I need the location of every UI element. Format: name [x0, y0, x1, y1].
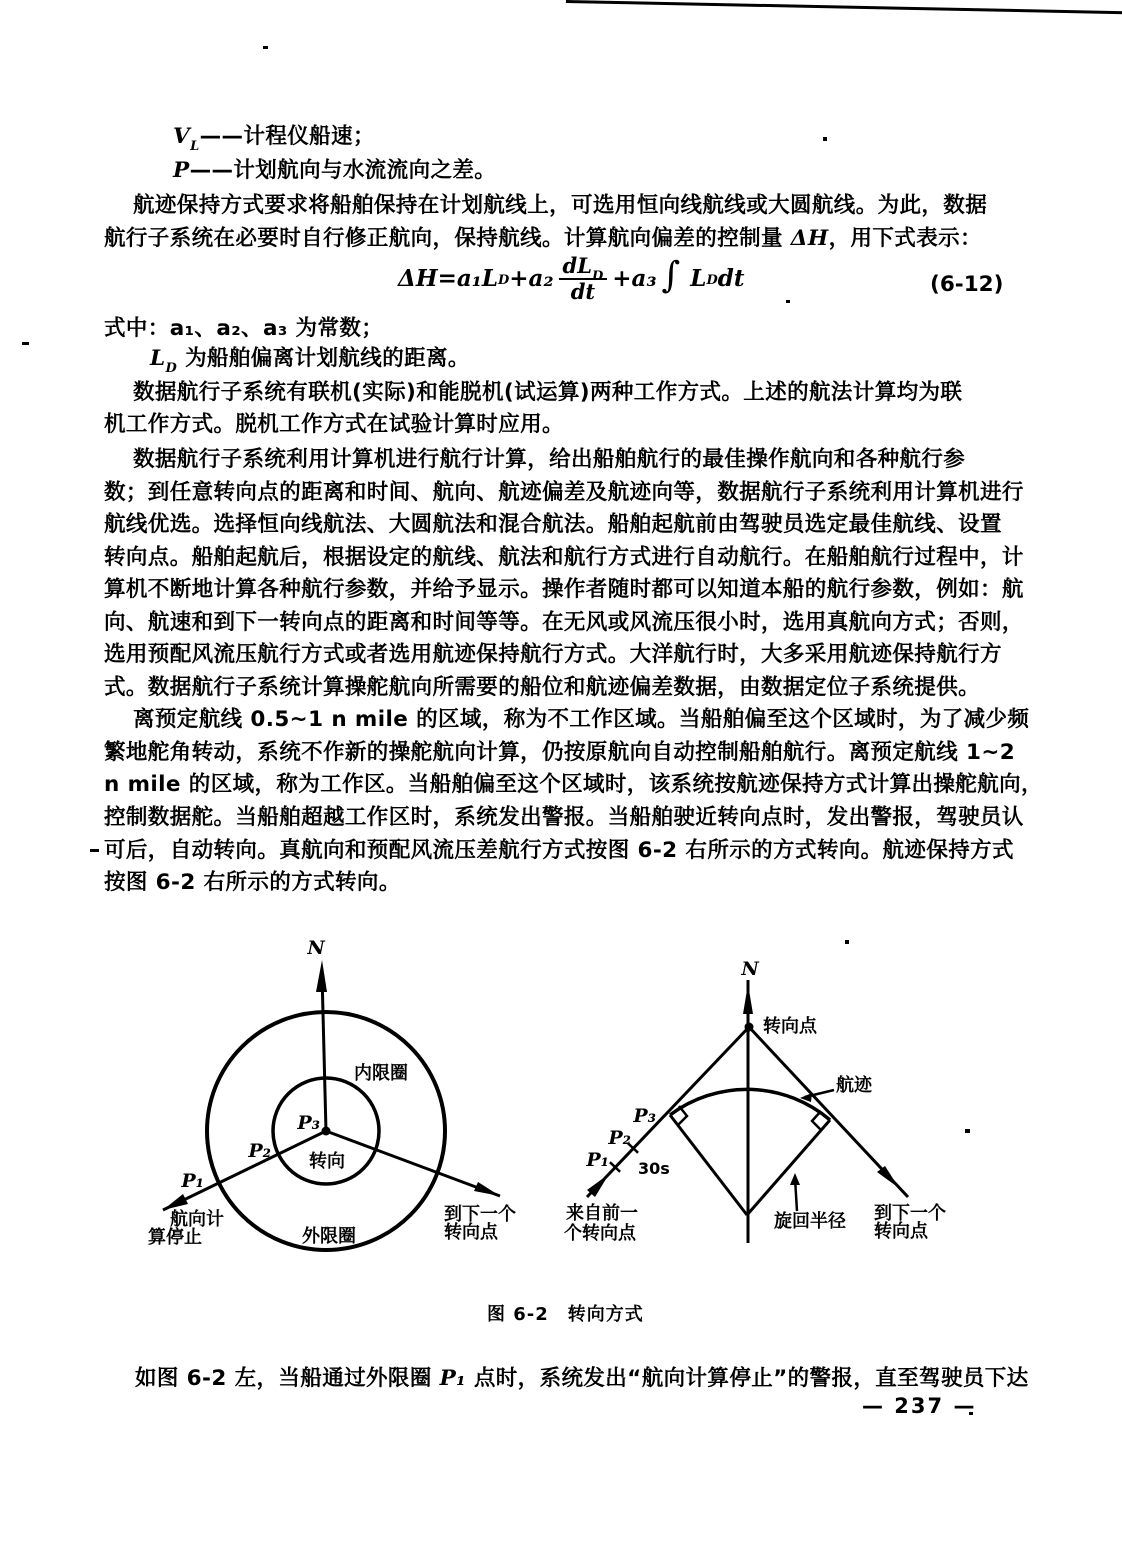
course-stop-label-line2: 算停止: [148, 1227, 202, 1248]
turn-point-label: 转向点: [763, 1016, 817, 1037]
point-p3-label: P₃: [297, 1112, 320, 1134]
figure-caption: 图 6-2 转向方式: [487, 1304, 644, 1325]
next-waypoint-label-line2: 转向点: [874, 1221, 928, 1242]
var-p: P: [173, 158, 190, 183]
scan-speck: [90, 849, 99, 852]
inner-limit-label: 内限圈: [354, 1063, 408, 1084]
turn-radius-left: [670, 1115, 747, 1215]
scan-speck: [786, 300, 790, 303]
var-vl: V: [173, 124, 191, 149]
equation-term-5: dt: [717, 265, 745, 293]
next-waypoint-label-line2: 转向点: [444, 1222, 498, 1243]
page-number: — 237 —: [862, 1394, 977, 1418]
turning-track-arc: [670, 1089, 830, 1120]
outer-limit-label: 外限圈: [302, 1226, 356, 1247]
point-p2-label: P₂: [248, 1140, 271, 1162]
turn-radius-label: 旋回半径: [774, 1211, 846, 1232]
point-p3-label: P₃: [633, 1105, 656, 1127]
paragraph-1-line-2-text: 航行子系统在必要时自行修正航向，保持航线。计算航向偏差的控制量: [104, 226, 791, 251]
var-ld: L: [150, 346, 166, 371]
north-line: [322, 974, 326, 1131]
right-angle-mark-p4: [812, 1111, 821, 1130]
from-waypoint-label-line1: 来自前一: [566, 1203, 638, 1224]
scan-speck: [965, 1129, 970, 1133]
paragraph-3-line-6: 向、航速和到下一转向点的距离和时间等等。在无风或风流压很小时，选用真航向方式；否则，: [104, 610, 1024, 635]
paragraph-4-line-4: 控制数据舵。当船舶超越工作区时，系统发出警报。当船舶驶近转向点时，发出警报，驾驶员认: [104, 805, 1024, 830]
closing-text-pre: 如图 6-2 左，当船通过外限圈: [135, 1366, 440, 1391]
equation-term-2: +a₂: [509, 265, 554, 293]
definition-vl-text: ——计程仪船速；: [199, 124, 375, 149]
north-arrowhead-icon: [743, 984, 753, 1014]
equation-6-12: ΔH=a₁L $_D$ +a₂ $\frac{dL_D}{dt}$ +a₃ ∫ L $_D$ dt: [398, 253, 745, 305]
paragraph-3-line-1: 数据航行子系统利用计算机进行航行计算，给出船舶航行的最佳操作航向和各种航行参: [133, 447, 966, 472]
equation-term-4: L: [690, 265, 707, 293]
integral-sign: ∫: [661, 255, 681, 297]
figure-right-turning-track: [555, 930, 960, 1275]
scan-speck: [22, 342, 29, 345]
north-label: N: [307, 937, 325, 959]
definition-line-p: [173, 158, 496, 185]
paragraph-3-line-8: 式。数据航行子系统计算操舵航向所需要的船位和航迹偏差数据，由数据定位子系统提供。: [104, 675, 981, 700]
paragraph-4-line-1: 离预定航线 0.5~1 n mile 的区域，称为不工作区域。当船舶偏至这个区域时，为了减少频: [133, 707, 1030, 732]
paragraph-4-line-3: n mile 的区域，称为工作区。当船舶偏至这个区域时，该系统按航迹保持方式计算出操舵航向，: [104, 772, 1043, 797]
course-stop-arrowhead-icon: [163, 1194, 188, 1210]
from-waypoint-label-line2: 个转向点: [564, 1223, 636, 1244]
definition-line-vl: [173, 124, 375, 155]
figure-left-turning-circles: [130, 930, 560, 1275]
closing-text-post: 点时，系统发出“航向计算停止”的警报，直至驾驶员下达: [466, 1366, 1029, 1391]
radius-pointer-arrowhead-icon: [790, 1173, 800, 1185]
next-waypoint-label-line1: 到下一个: [444, 1204, 516, 1225]
paragraph-3-line-2: 数；到任意转向点的距离和时间、航向、航迹偏差及航迹向等，数据航行子系统利用计算机进行: [104, 480, 1024, 505]
course-stop-label-line1: 航向计: [170, 1209, 224, 1230]
point-p1-label: P₁: [181, 1170, 204, 1192]
north-arrowhead-icon: [316, 960, 327, 992]
paragraph-4-line-2: 繁地舵角转动，系统不作新的操舵航向计算，仍按原航向自动控制船舶航行。离预定航线 1~2: [104, 740, 1016, 765]
track-label: 航迹: [836, 1075, 872, 1096]
point-p1-label: P₁: [586, 1149, 609, 1171]
paragraph-3-line-5: 算机不断地计算各种航行参数，并给予显示。操作者随时都可以知道本船的航行参数，例如：航: [104, 577, 1024, 602]
north-label: N: [741, 958, 759, 980]
paragraph-4-line-6: 按图 6-2 右所示的方式转向。: [104, 870, 401, 895]
next-waypoint-label-line1: 到下一个: [874, 1203, 946, 1224]
paragraph-2-line-1: 数据航行子系统有联机(实际)和能脱机(试运算)两种工作方式。上述的航法计算均为联: [133, 380, 963, 405]
var-ld-sub: D: [165, 361, 178, 377]
var-delta-h: ΔH: [790, 226, 829, 251]
equation-term-1: ΔH=a₁L: [398, 265, 498, 293]
paragraph-1-line-2: [104, 226, 982, 253]
turn-label: 转向: [309, 1151, 345, 1172]
where-line-2-text: 为船舶偏离计划航线的距离。: [177, 346, 470, 371]
closing-var-p1: P₁: [439, 1366, 466, 1391]
where-line-2: [150, 346, 470, 377]
paragraph-2-line-2: 机工作方式。脱机工作方式在试验计算时应用。: [104, 412, 564, 437]
where-line-1: 式中：a₁、a₂、a₃ 为常数；: [104, 316, 384, 341]
next-waypoint-arrowhead-icon: [474, 1182, 500, 1196]
scan-speck: [263, 46, 268, 49]
turn-radius-right: [747, 1120, 830, 1215]
equation-number: (6-12): [930, 272, 1004, 297]
next-waypoint-line: [326, 1131, 500, 1196]
var-vl-sub: L: [190, 139, 200, 155]
paragraph-3-line-7: 选用预配风流压航行方式或者选用航迹保持航行方式。大洋航行时，大多采用航迹保持航行方: [104, 642, 1002, 667]
paragraph-3-line-3: 航线优选。选择恒向线航法、大圆航法和混合航法。船舶起航前由驾驶员选定最佳航线、设置: [104, 512, 1002, 537]
equation-fraction: [559, 254, 608, 303]
fraction-numerator-text: dL: [562, 253, 592, 278]
fraction-denominator: dt: [570, 279, 596, 305]
paragraph-1-line-2-tail: ，用下式表示：: [828, 226, 982, 251]
definition-p-text: ——计划航向与水流流向之差。: [189, 158, 497, 183]
scan-speck: [823, 137, 827, 141]
scan-artifact-line: [566, 0, 1122, 14]
paragraph-1-line-1: 航迹保持方式要求将船舶保持在计划航线上，可选用恒向线航线或大圆航线。为此，数据: [133, 193, 988, 218]
fraction-numerator: [559, 253, 608, 285]
paragraph-4-line-5: 可后，自动转向。真航向和预配风流压差航行方式按图 6-2 右所示的方式转向。航迹保持方式: [104, 838, 1014, 863]
point-p2-label: P₂: [608, 1127, 631, 1149]
equation-term-3: +a₃: [612, 265, 657, 293]
paragraph-3-line-4: 转向点。船舶起航后，根据设定的航线、航法和航行方式进行自动航行。在船舶航行过程中，计: [104, 545, 1024, 570]
closing-paragraph-line: [135, 1366, 1029, 1393]
interval-30s-label: 30s: [638, 1159, 670, 1178]
fraction-numerator-sub: D: [591, 269, 604, 285]
